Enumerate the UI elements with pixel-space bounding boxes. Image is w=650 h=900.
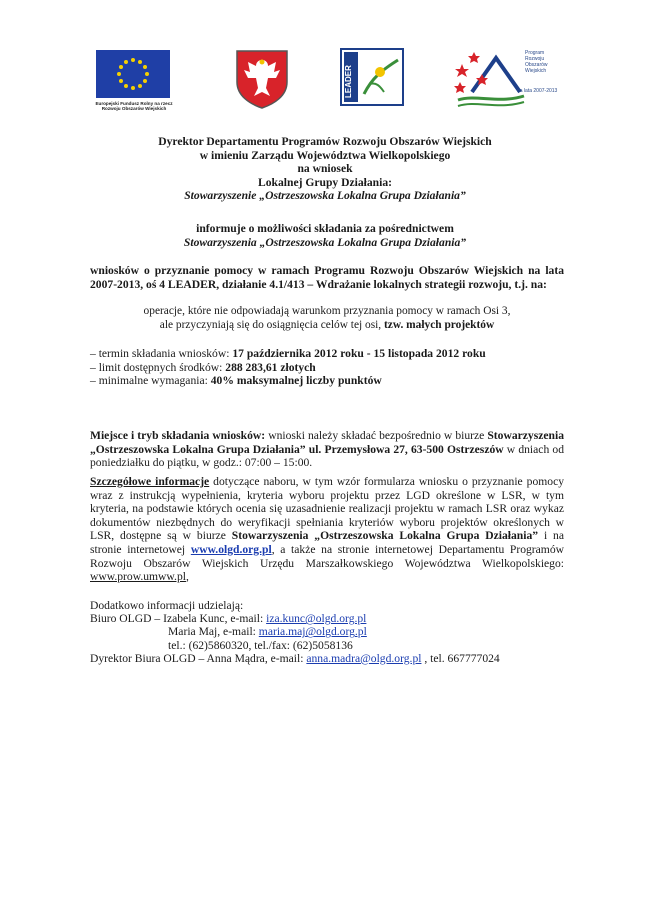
logo-row (0, 40, 650, 120)
prow-caption-line: Wiejskich (525, 68, 547, 74)
header-line: w imieniu Zarządu Województwa Wielkopolskiego (199, 148, 451, 162)
place-org: Stowarzyszenia „Ostrzeszowska Lokalna Grupa Działania” ul. Przemysłowa 27, 63-500 Ostrzeszów (90, 429, 564, 456)
place-label: Miejsce i tryb składania wniosków: (90, 429, 266, 442)
details-text: , a także na stronie internetowej Departamentu Programów Rozwoju Obszarów Wiejskich Urzędu Marszałkowskiego Województwa Wielkopolskiego: (90, 542, 564, 570)
contact-line (90, 612, 610, 625)
list-item (90, 347, 564, 361)
prow-caption-line: Program (525, 50, 545, 56)
contact-text: Maria Maj, e-mail: (168, 625, 259, 639)
details-text: i na stronie internetowej (90, 529, 564, 556)
list-item (90, 361, 564, 375)
prow-logo (452, 44, 526, 114)
term-value: 288 283,61 złotych (225, 360, 316, 374)
details-label: Szczegółowe informacje (90, 475, 210, 488)
details-paragraph (90, 475, 564, 584)
small-projects-label: tzw. małych projektów (384, 318, 495, 331)
prow-caption (517, 50, 581, 94)
prow-caption-line: na lata 2007-2013 (517, 88, 558, 94)
contact-line (90, 625, 610, 638)
details-org: Stowarzyszenia „Ostrzeszowska Lokalna Grupa Działania” (231, 529, 539, 543)
eu-caption (82, 101, 186, 111)
email-link-maria-maj[interactable]: maria.maj@olgd.org.pl (258, 625, 367, 639)
header-line: Lokalnej Grupy Działania: (258, 175, 392, 189)
place-text: w dniach od poniedziałku do piątku, w godz.: 07:00 – 15:00. (90, 442, 564, 470)
contacts-intro: Dodatkowo informacji udzielają: (90, 599, 244, 612)
term-label: – termin składania wniosków: (90, 347, 233, 360)
scope-detail-line: operacje, które nie odpowiadają warunkom przyznania pomocy w ramach Osi 3, (143, 305, 511, 317)
place-text: wnioski należy składać bezpośrednio w biurze (265, 429, 488, 442)
contact-text: , tel. 667777024 (421, 651, 500, 665)
leader-logo (340, 48, 404, 106)
place-paragraph (90, 429, 564, 470)
details-text: dotyczące naboru, w tym wzór formularza wniosku o przyznanie pomocy wraz z instrukcją wypełnienia, kryteria wyboru projektu przez LGD określone w LSR, w tym kryteria, na podstawie których ocenia się uzasadnienie realizacji projektu w ramach LSR oraz wykaz dokumentów niezbędnych do weryfikacji spełniania kryteriów wyboru projektów określonych w LSR, dostępne są w biurze (90, 475, 565, 543)
scope-detail (90, 305, 564, 332)
leader-text: LEADER (344, 65, 353, 98)
term-value: 17 października 2012 roku - 15 listopada 2012 roku (232, 347, 486, 360)
header-line: na wniosek (297, 162, 353, 176)
scope-detail-line (90, 319, 564, 333)
header-line: Stowarzyszenie „Ostrzeszowska Lokalna Grupa Działania” (184, 189, 466, 203)
inform-line: informuje o możliwości składania za pośrednictwem (196, 222, 454, 235)
prow-website-link[interactable]: www.prow.umww.pl (90, 570, 186, 584)
eu-caption-line: Europejski Fundusz Rolny na rzecz (95, 101, 173, 106)
contact-text: Biuro OLGD – Izabela Kunc, e-mail: (90, 612, 267, 626)
olgd-website-link[interactable]: www.olgd.org.pl (190, 542, 272, 556)
list-item (90, 374, 564, 388)
contact-phone-line: tel.: (62)5860320, tel./fax: (62)5058136 (168, 638, 353, 652)
details-text: , (185, 570, 189, 584)
term-label: – limit dostępnych środków: (90, 360, 226, 374)
contacts-block (90, 599, 610, 665)
header-line: Dyrektor Departamentu Programów Rozwoju Obszarów Wiejskich (158, 135, 492, 148)
contact-text: Dyrektor Biura OLGD – Anna Mądra, e-mail: (90, 651, 307, 665)
eu-caption-line: Rozwoju Obszarów Wiejskich (101, 106, 167, 112)
scope-detail-text: ale przyczyniają się do osiągnięcia celów tej osi, (159, 318, 385, 331)
terms-list (90, 347, 564, 388)
eu-flag-logo (96, 50, 170, 98)
inform-line: Stowarzyszenia „Ostrzeszowska Lokalna Grupa Działania” (183, 235, 467, 249)
wielkopolska-coat-of-arms-logo (234, 48, 290, 110)
contact-line (90, 652, 610, 665)
announcement-header (0, 135, 650, 203)
scope-paragraph: wniosków o przyznanie pomocy w ramach Programu Rozwoju Obszarów Wiejskich na lata 2007-2013, oś 4 LEADER, działanie 4.1/413 – Wdrażanie lokalnych strategii rozwoju, t.j. na: (90, 264, 564, 291)
prow-caption-line: Obszarów (525, 62, 548, 68)
prow-caption-line: Rozwoju (525, 56, 545, 62)
email-link-iza-kunc[interactable]: iza.kunc@olgd.org.pl (266, 612, 367, 626)
term-label: – minimalne wymagania: (90, 374, 211, 388)
term-value: 40% maksymalnej liczby punktów (210, 374, 382, 388)
email-link-anna-madra[interactable]: anna.madra@olgd.org.pl (306, 651, 422, 665)
inform-block (0, 222, 650, 249)
